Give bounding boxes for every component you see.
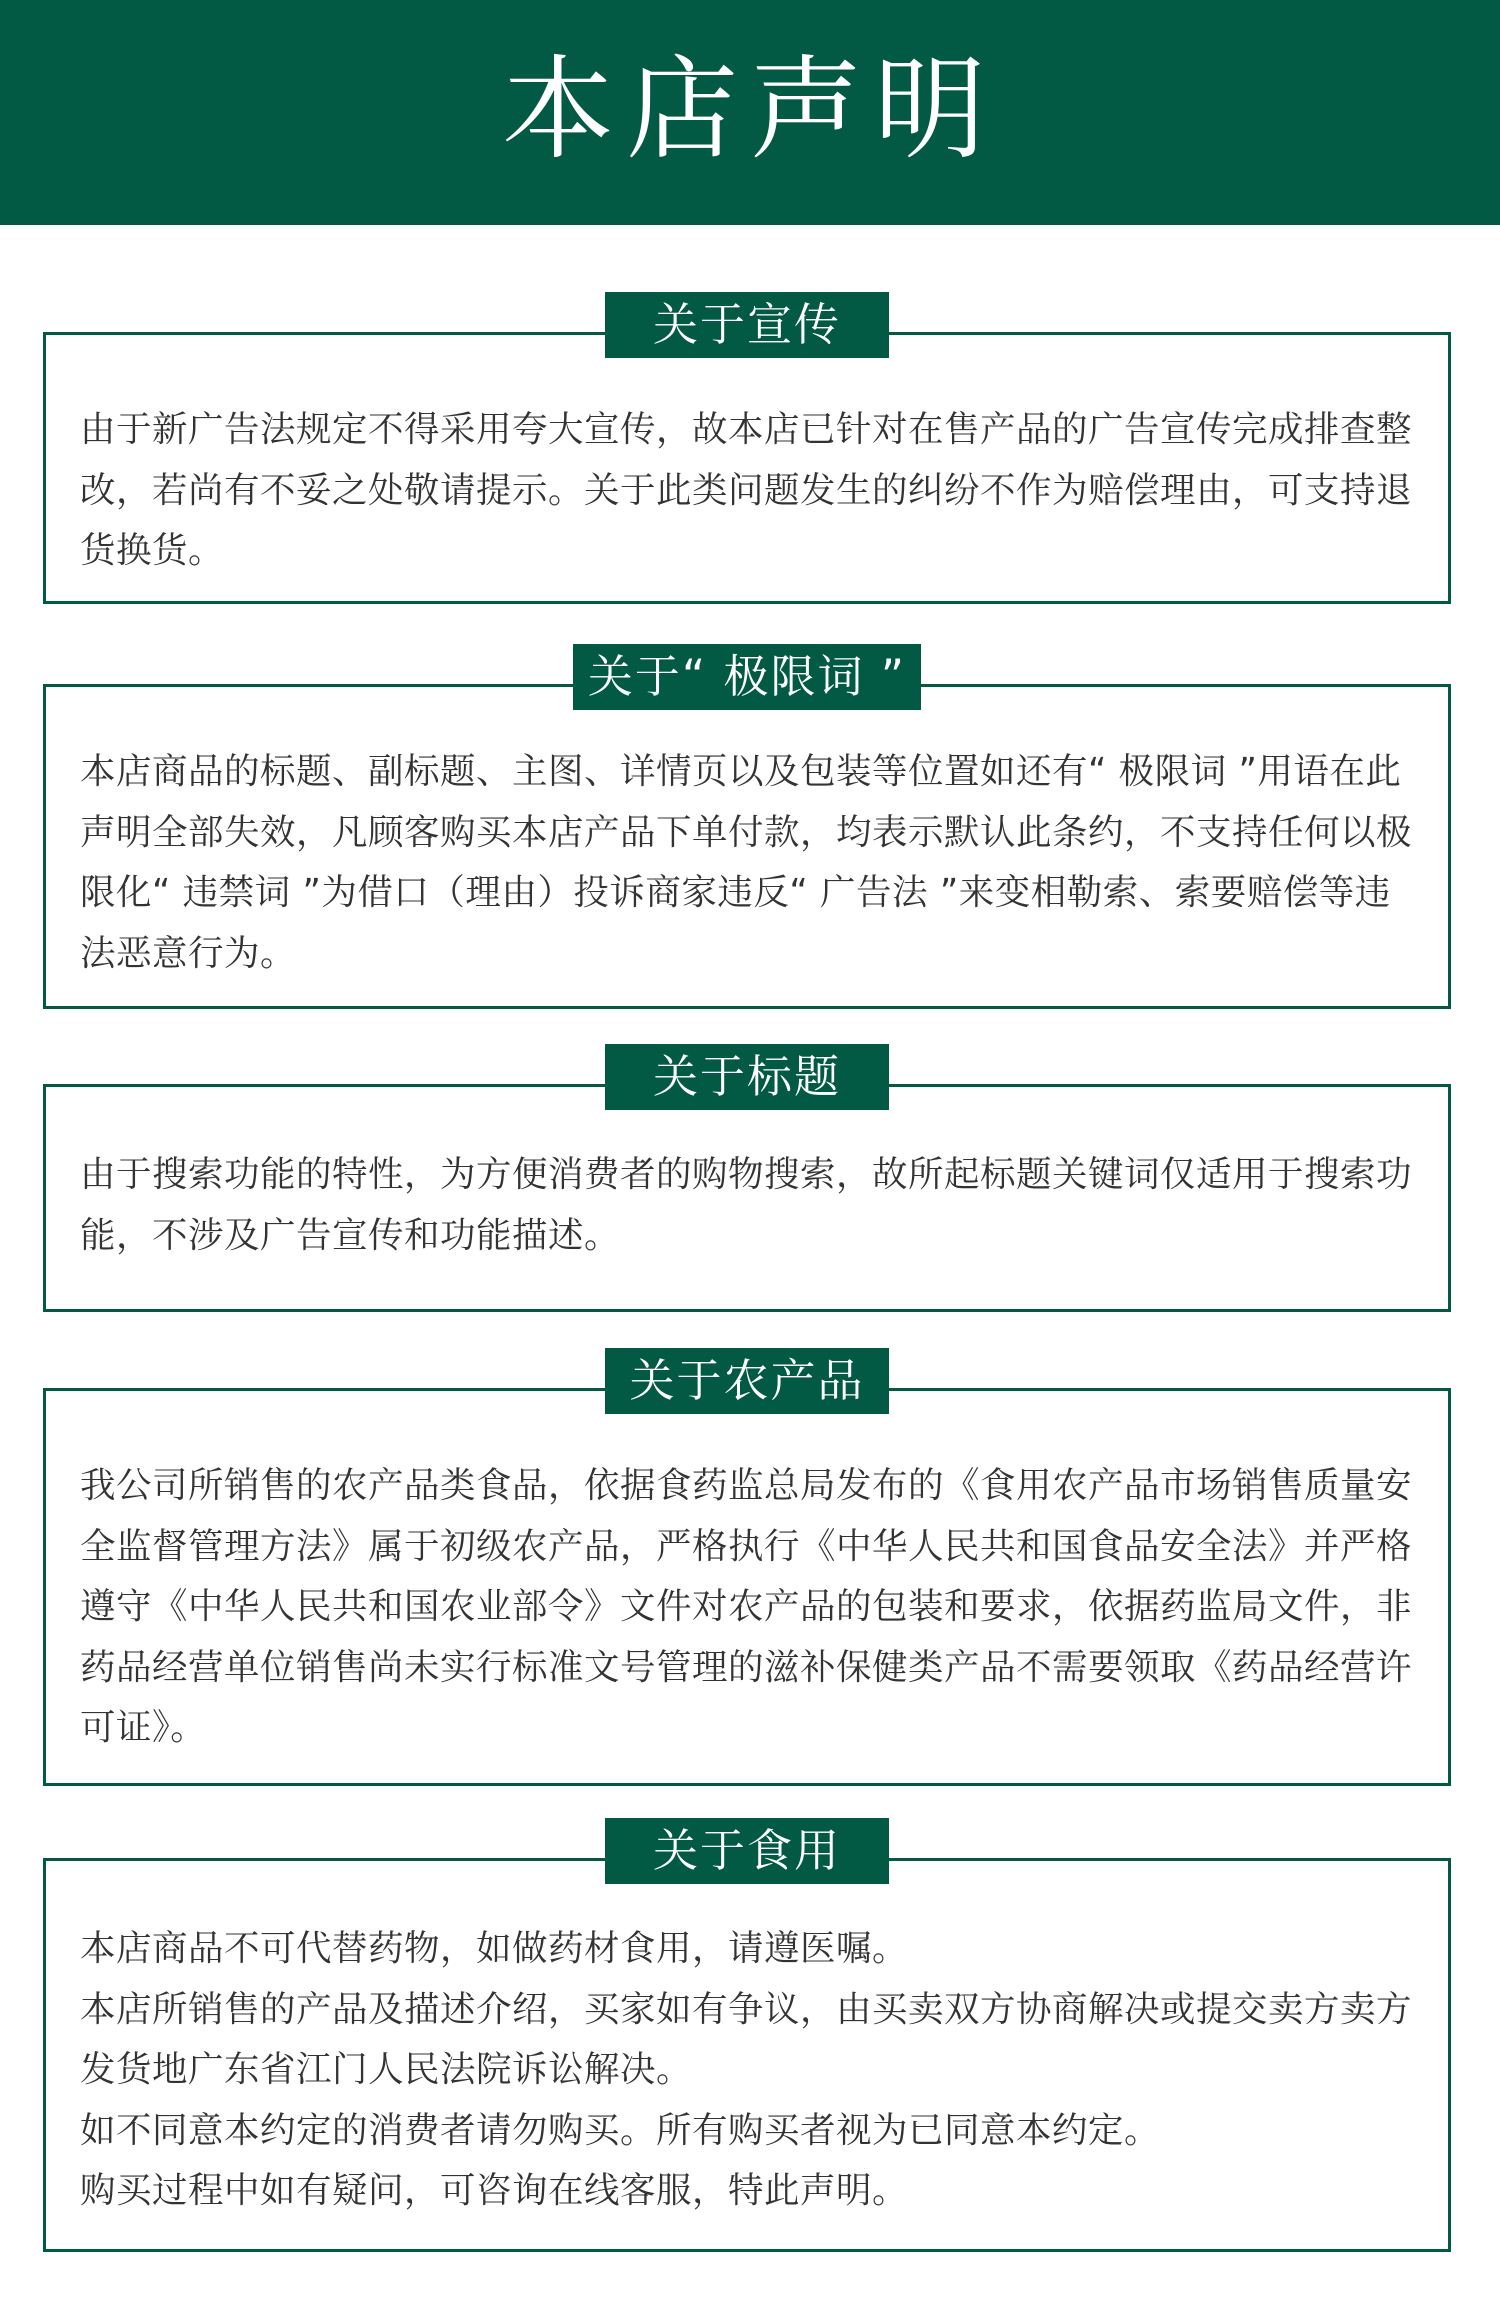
section-agricultural-products bbox=[43, 1354, 1451, 1786]
section-extreme-words bbox=[43, 650, 1451, 1009]
paragraph: 本店商品不可代替药物，如做药材食用，请遵医嘱。 bbox=[80, 1928, 909, 1969]
section-body-advertising bbox=[80, 400, 1414, 582]
page-title: 本店声明 bbox=[502, 44, 998, 175]
paragraph: 本店商品的标题、副标题、主图、详情页以及包装等位置如还有“ 极限词 ”用语在此声明全部失效，凡顾客购买本店产品下单付款，均表示默认此条约，不支持任何以极限化“ 违禁词 ”为借口（理由）投诉商家违反“ 广告法 ”来变相勒索、索要赔偿等违法恶意行为。 bbox=[80, 751, 1413, 974]
page-header bbox=[0, 0, 1500, 225]
section-advertising bbox=[43, 298, 1451, 604]
paragraph: 本店所销售的产品及描述介绍，买家如有争议，由买卖双方协商解决或提交卖方卖方发货地广东省江门人民法院诉讼解决。 bbox=[80, 1988, 1413, 2090]
paragraph: 由于搜索功能的特性，为方便消费者的购物搜索，故所起标题关键词仅适用于搜索功能，不涉及广告宣传和功能描述。 bbox=[80, 1154, 1413, 1256]
section-title-keywords bbox=[43, 1050, 1451, 1312]
section-body-extreme-words bbox=[80, 742, 1414, 984]
paragraph: 我公司所销售的农产品类食品，依据食药监总局发布的《食用农产品市场销售质量安全监督管理方法》属于初级农产品，严格执行《中华人民共和国食品安全法》并严格遵守《中华人民共和国农业部令》文件对农产品的包装和要求，依据药监局文件，非药品经营单位销售尚未实行标准文号管理的滋补保健类产品不需要领取《药品经营许可证》。 bbox=[80, 1465, 1413, 1748]
section-body-consumption bbox=[80, 1919, 1414, 2222]
section-tag-extreme-words: 关于“ 极限词 ” bbox=[573, 644, 921, 710]
paragraph: 如不同意本约定的消费者请勿购买。所有购买者视为已同意本约定。 bbox=[80, 2109, 1161, 2151]
section-consumption bbox=[43, 1824, 1451, 2252]
section-tag-consumption: 关于食用 bbox=[605, 1818, 889, 1884]
section-body-title-keywords bbox=[80, 1145, 1414, 1266]
paragraph: 购买过程中如有疑问，可咨询在线客服，特此声明。 bbox=[80, 2170, 909, 2211]
paragraph: 由于新广告法规定不得采用夸大宣传，故本店已针对在售产品的广告宣传完成排查整改，若尚有不妥之处敬请提示。关于此类问题发生的纠纷不作为赔偿理由，可支持退货换货。 bbox=[80, 409, 1413, 571]
section-tag-advertising: 关于宣传 bbox=[605, 292, 889, 358]
section-body-agricultural-products bbox=[80, 1456, 1414, 1759]
section-tag-agricultural-products: 关于农产品 bbox=[605, 1348, 889, 1414]
section-tag-title-keywords: 关于标题 bbox=[605, 1044, 889, 1110]
